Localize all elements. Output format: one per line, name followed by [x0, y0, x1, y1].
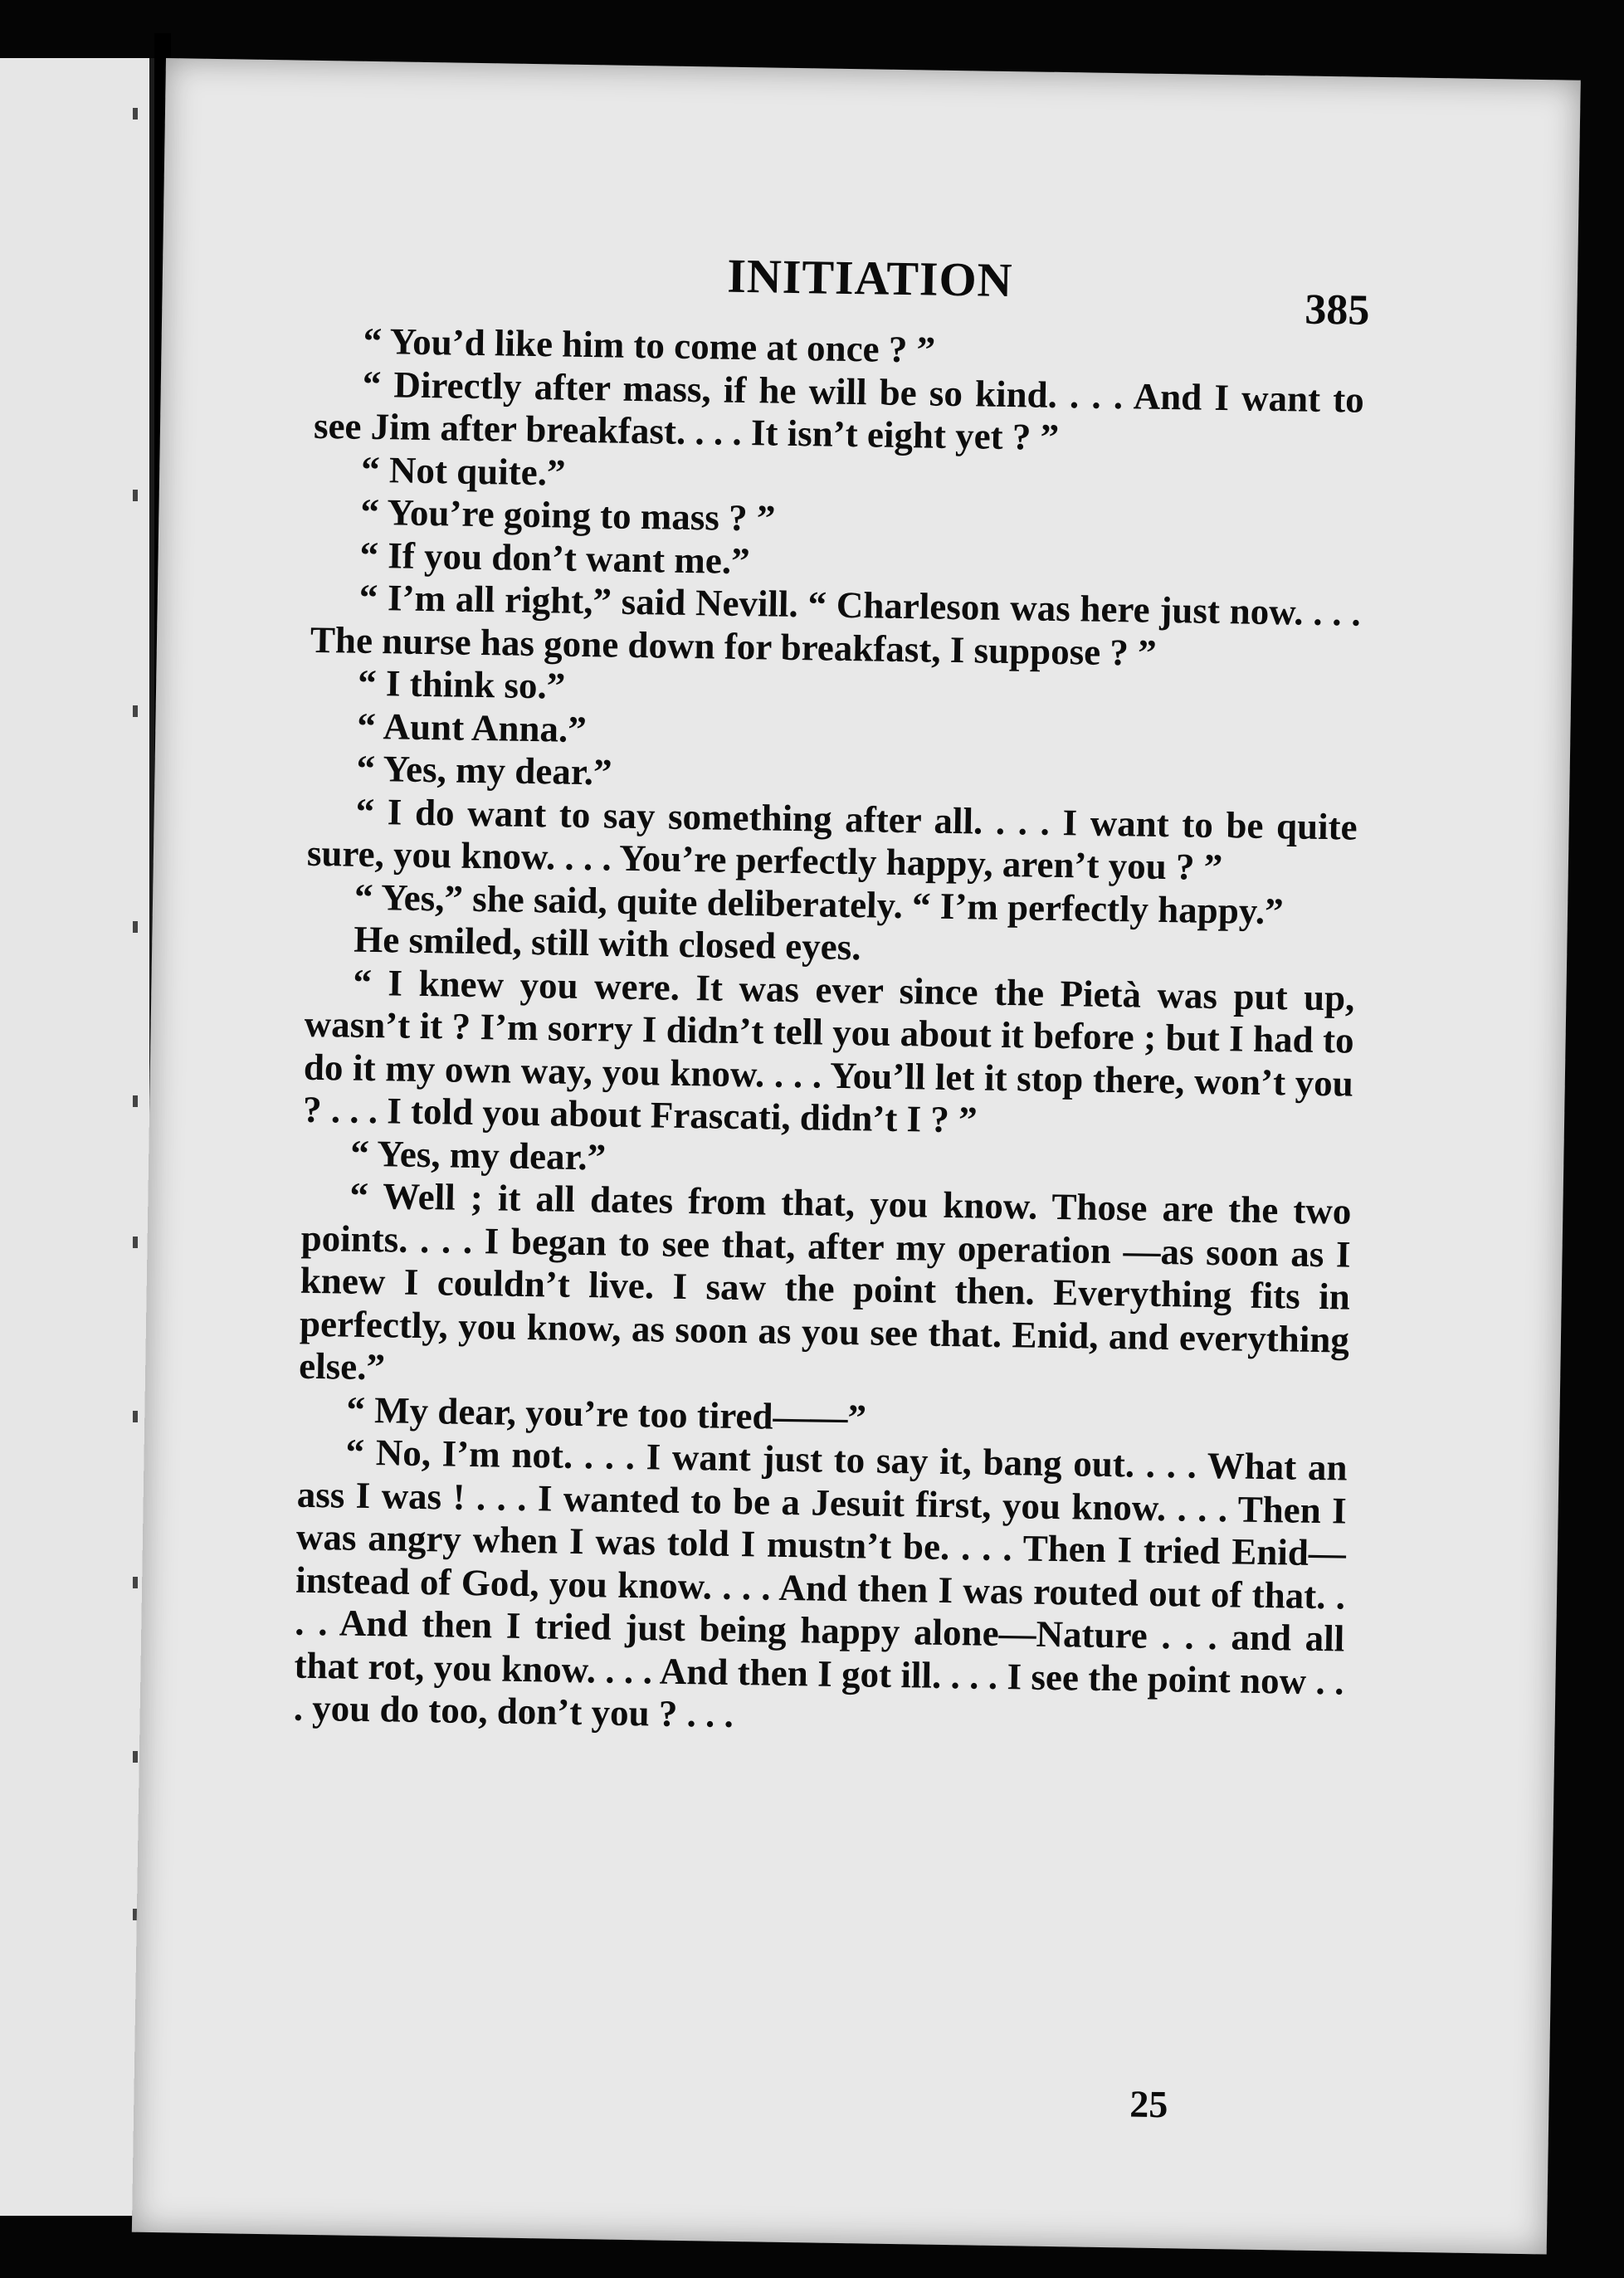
paragraph: “ You’d like him to come at once ? ” — [363, 320, 936, 371]
paragraph: “ No, I’m not. . . . I want just to say it, bang out. . . . What an ass I was ! . . . I wanted to be a Jesuit first, you know. . . . Then I was angry when I was told I mustn’t be. . . . Then I tried Enid—instead of God, you know. . . . And then I was routed out of that. . . . And then I tried just being happy alone—Nature . . . and all that rot, you know. . . . And then I got ill. . . . I see the point now . . . you do too, don’t you ? . . . — [293, 1431, 1348, 1735]
body-text — [293, 320, 1365, 1746]
paragraph: “ Yes, my dear.” — [356, 747, 612, 793]
paragraph: “ If you don’t want me.” — [359, 534, 750, 582]
paragraph: “ I knew you were. It was ever since the Pietà was put up, wasn’t it ? I’m sorry I didn’t tell you about it before ; but I had to do it my own way, you know. . . . You’ll let it stop there, won’t you ? . . . I told you about Frascati, didn’t I ? ” — [302, 961, 1355, 1141]
running-head: INITIATION — [726, 248, 1013, 308]
paragraph: “ Yes, my dear.” — [349, 1132, 607, 1178]
adjacent-page — [0, 58, 154, 2216]
book-page — [132, 58, 1581, 2254]
paragraph: “ Aunt Anna.” — [357, 705, 588, 750]
paragraph: “ I’m all right,” said Nevill. “ Charleson was here just now. . . . The nurse has gone down for breakfast, I suppose ? ” — [310, 576, 1362, 674]
paragraph: “ Yes,” she said, quite deliberately. “ I’m perfectly happy.” — [354, 876, 1284, 932]
paragraph: “ You’re going to mass ? ” — [360, 490, 776, 539]
paragraph: “ Not quite.” — [360, 448, 566, 494]
paragraph: He smiled, still with closed eyes. — [353, 918, 861, 968]
signature-mark: 25 — [1129, 2082, 1168, 2126]
adjacent-page-text-edge — [121, 58, 138, 2216]
paragraph: “ I think so.” — [357, 661, 566, 707]
paragraph: “ Directly after mass, if he will be so kind. . . . And I want to see Jim after breakfast. . . . It isn’t eight yet ? ” — [313, 363, 1365, 458]
page-number: 385 — [1304, 285, 1370, 334]
paragraph: “ Well ; it all dates from that, you know. Those are the two points. . . . I began to see that, after my operation —as soon as I knew I couldn’t live. I saw the point then. Everything fits in perfectly, you know, as soon as you see that. Enid, and everything else.” — [298, 1174, 1352, 1388]
paragraph: “ My dear, you’re too tired——” — [346, 1388, 867, 1438]
paragraph: “ I do want to say something after all. . . . I want to be quite sure, you know. . . . You’re perfectly happy, aren’t you ? ” — [306, 790, 1358, 889]
